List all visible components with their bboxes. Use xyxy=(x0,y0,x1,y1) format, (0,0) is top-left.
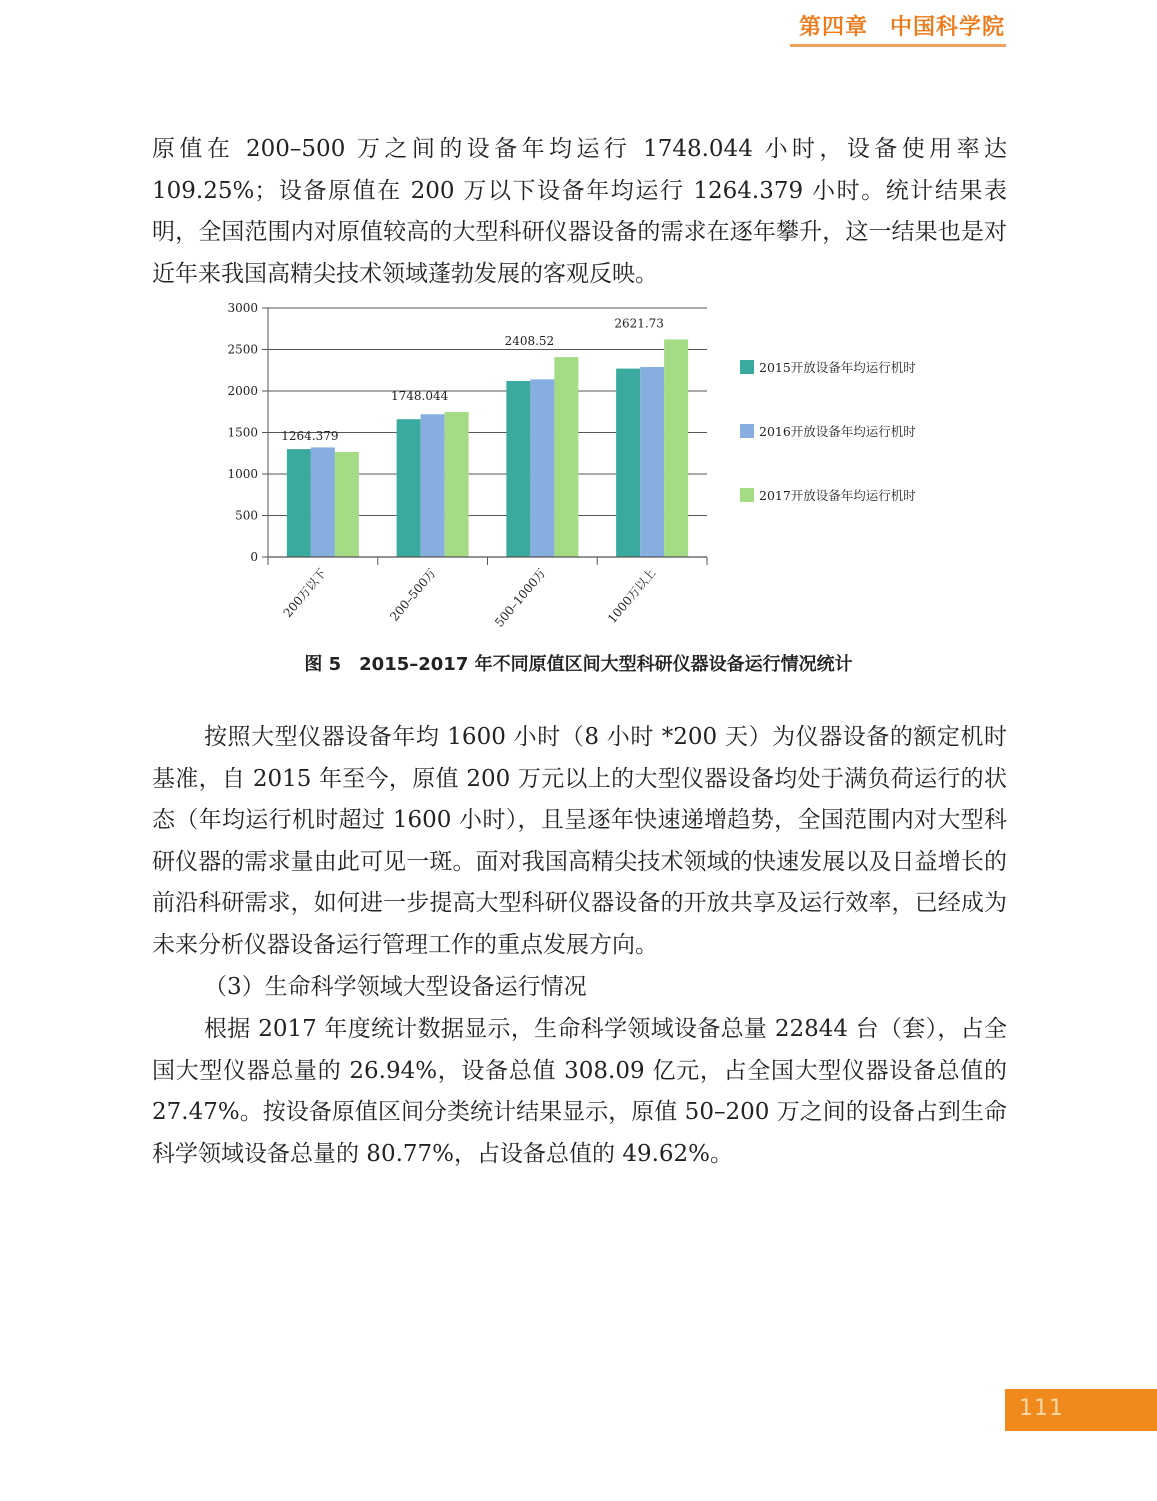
running-header xyxy=(799,10,1005,41)
bar xyxy=(640,367,664,557)
legend-swatch xyxy=(740,360,754,374)
figure-caption: 图 5 2015–2017 年不同原值区间大型科研仪器设备运行情况统计 xyxy=(304,654,853,675)
data-label: 2408.52 xyxy=(504,334,555,349)
bar xyxy=(311,447,335,557)
x-tick-label: 500–1000万 xyxy=(492,565,549,630)
bar xyxy=(287,449,311,557)
y-tick-label: 3000 xyxy=(227,301,258,315)
y-tick-label: 1000 xyxy=(227,467,258,481)
bar xyxy=(397,419,421,557)
chart-legend xyxy=(740,360,916,503)
legend-swatch xyxy=(740,488,754,502)
y-tick-label: 2500 xyxy=(227,342,258,357)
x-tick-label: 1000万以上 xyxy=(604,565,659,626)
paragraph-1: 原值在 200–500 万之间的设备年均运行 1748.044 小时，设备使用率达 109.25%；设备原值在 200 万以下设备年均运行 1264.379 小时。统计结果表明，全国范围内对原值较高的大型科研仪器设备的需求在逐年攀升，这一结果也是对近年来我国高精尖技术领域蓬勃发展的客观反映。 xyxy=(152,136,1007,287)
header-rule xyxy=(790,44,1006,47)
legend-label: 2017开放设备年均运行机时 xyxy=(759,488,916,503)
bar xyxy=(616,369,640,557)
y-axis-ticks xyxy=(227,301,258,564)
data-label: 2621.73 xyxy=(614,316,664,331)
bar xyxy=(421,414,445,557)
section-label: 中国科学院 xyxy=(889,15,1005,40)
legend-label: 2015开放设备年均运行机时 xyxy=(759,360,916,375)
bar xyxy=(445,412,469,557)
page-number: 111 xyxy=(1019,1396,1064,1421)
bar xyxy=(506,381,530,557)
legend-swatch xyxy=(740,424,754,438)
bar xyxy=(554,357,578,557)
bar xyxy=(530,379,554,557)
page-number-tab xyxy=(1005,1389,1157,1431)
bar xyxy=(335,452,359,557)
bar xyxy=(664,339,688,557)
section-heading: （3）生命科学领域大型设备运行情况 xyxy=(204,974,587,1000)
y-tick-label: 1500 xyxy=(227,425,258,440)
paragraph-3: 根据 2017 年度统计数据显示，生命科学领域设备总量 22844 台（套），占全国大型仪器总量的 26.94%，设备总值 308.09 亿元，占全国大型仪器设备总值的 27.47%。按设备原值区间分类统计结果显示，原值 50–200 万之间的设备占到生命科学领域设备总量的 80.77%，占设备总值的 49.62%。 xyxy=(152,1016,1007,1167)
y-tick-label: 2000 xyxy=(227,384,258,398)
legend-label: 2016开放设备年均运行机时 xyxy=(759,424,916,439)
chapter-label: 第四章 xyxy=(798,15,868,40)
bar-chart xyxy=(200,292,980,632)
y-tick-label: 0 xyxy=(250,550,258,564)
x-axis xyxy=(268,557,707,565)
paragraph-2: 按照大型仪器设备年均 1600 小时（8 小时 *200 天）为仪器设备的额定机时基准，自 2015 年至今，原值 200 万元以上的大型仪器设备均处于满负荷运行的状态（年均运行机时超过 1600 小时），且呈逐年快速递增趋势，全国范围内对大型科研仪器的需求量由此可见一斑。面对我国高精尖技术领域的快速发展以及日益增长的前沿科研需求，如何进一步提高大型科研仪器设备的开放共享及运行效率，已经成为未来分析仪器设备运行管理工作的重点发展方向。 xyxy=(152,724,1007,958)
x-tick-label: 200–500万 xyxy=(387,565,439,624)
x-tick-label: 200万以下 xyxy=(280,565,330,621)
chart-bars xyxy=(287,339,688,557)
data-labels xyxy=(281,316,664,443)
data-label: 1748.044 xyxy=(390,388,449,403)
y-tick-label: 500 xyxy=(235,508,258,523)
x-axis-labels xyxy=(281,565,659,629)
data-label: 1264.379 xyxy=(281,429,339,444)
